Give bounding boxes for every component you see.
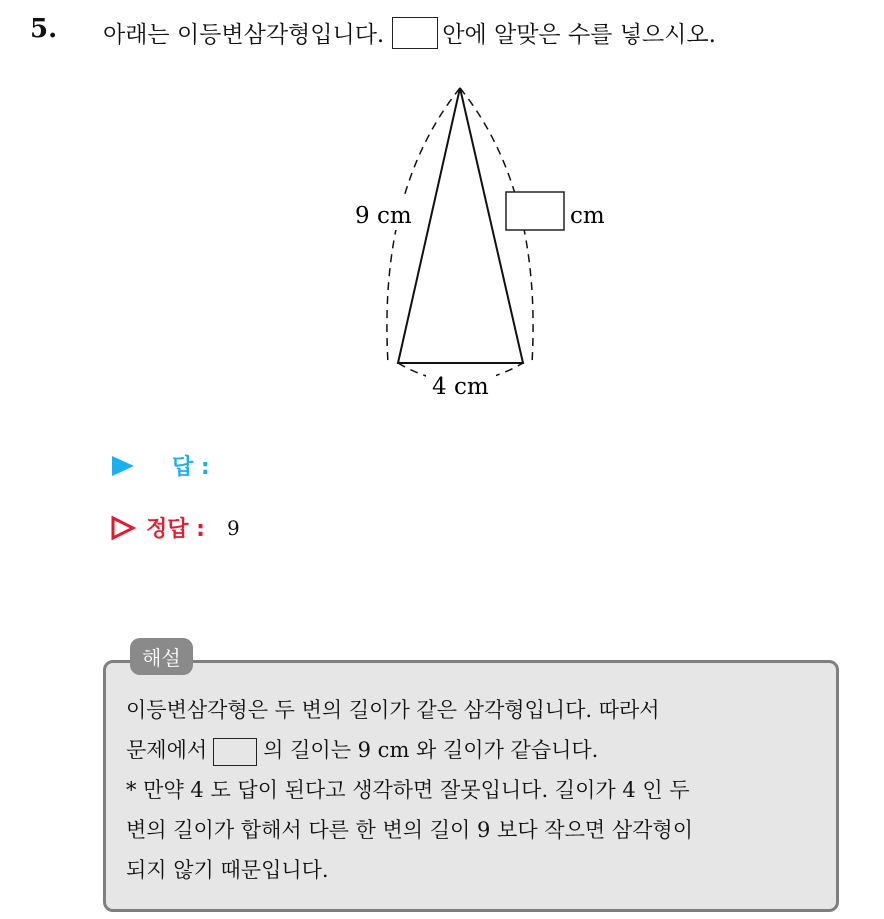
play-triangle-filled-icon xyxy=(110,454,136,478)
explanation-blank-box xyxy=(213,738,257,766)
play-triangle-outline-icon xyxy=(110,515,136,541)
correct-answer-row xyxy=(110,512,240,543)
explanation-line-1: 이등변삼각형은 두 변의 길이가 같은 삼각형입니다. 따라서 xyxy=(126,698,660,722)
correct-answer-value: 9 xyxy=(226,515,240,540)
answer-label: 답 : xyxy=(172,455,210,480)
explanation-line-4: 변의 길이가 합해서 다른 한 변의 길이 9 보다 작으면 삼각형이 xyxy=(126,818,693,842)
right-side-unit: cm xyxy=(570,203,605,229)
explanation-text xyxy=(126,690,693,890)
base-label: 4 cm xyxy=(432,374,489,400)
right-side-blank-box xyxy=(506,192,564,230)
question-text-before: 아래는 이등변삼각형입니다. xyxy=(103,22,385,48)
question-text-after: 안에 알맞은 수를 넣으시오. xyxy=(442,22,716,48)
explanation-line-2 xyxy=(126,730,693,770)
answer-blank-box xyxy=(392,17,438,49)
question-number: 5. xyxy=(30,14,58,44)
explanation-line-2-after: 의 길이는 9 cm 와 길이가 같습니다. xyxy=(263,738,599,762)
correct-answer-label: 정답 : xyxy=(146,517,205,542)
question-text xyxy=(103,16,716,49)
explanation-line-2-before: 문제에서 xyxy=(126,738,208,762)
explanation-tag: 해설 xyxy=(130,638,193,675)
explanation-line-3: * 만약 4 도 답이 된다고 생각하면 잘못입니다. 길이가 4 인 두 xyxy=(126,778,690,802)
triangle-shape xyxy=(398,88,523,363)
left-side-label: 9 cm xyxy=(355,203,412,229)
isosceles-triangle-figure xyxy=(330,80,630,420)
answer-row xyxy=(110,450,210,481)
explanation-line-5: 되지 않기 때문입니다. xyxy=(126,858,329,882)
